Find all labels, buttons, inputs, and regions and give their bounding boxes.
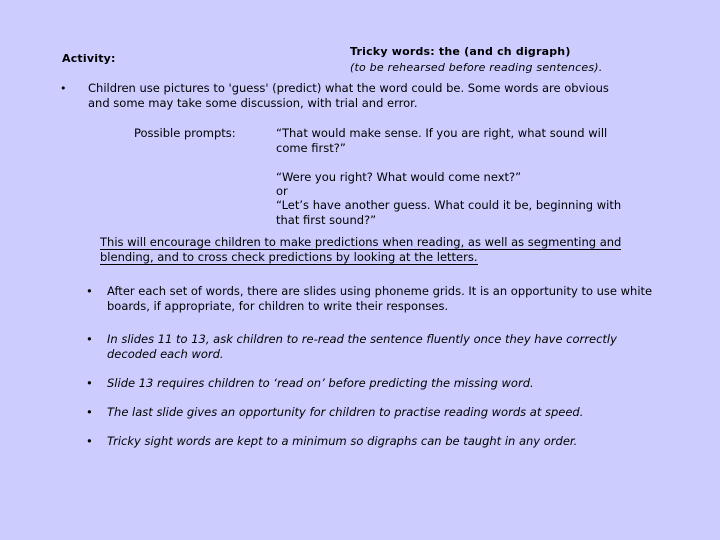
title-line-2: (to be rehearsed before reading sentences). <box>350 61 603 74</box>
prediction-note-text: This will encourage children to make predictions when reading, as well as segmenting and blending, and to cross check predictions by looking at the letters. <box>100 235 622 264</box>
bullet-dot: • <box>86 434 93 448</box>
list-item-text: In slides 11 to 13, ask children to re-read the sentence fluently once they have correctly decoded each word. <box>107 332 617 361</box>
bullet-dot: • <box>86 376 93 390</box>
intro-bullet: • <box>60 82 67 95</box>
prompts-label: Possible prompts: <box>134 126 236 140</box>
list-item-text: Slide 13 requires children to ‘read on’ before predicting the missing word. <box>107 376 534 390</box>
prompt-or: or <box>276 184 288 198</box>
bullet-dot: • <box>86 284 93 298</box>
list-item-text: Tricky sight words are kept to a minimum so digraphs can be taught in any order. <box>107 434 578 448</box>
bullet-dot: • <box>86 332 93 346</box>
intro-text: Children use pictures to 'guess' (predict) what the word could be. Some words are obvious and some may take some discussion, with trial and error. <box>88 81 609 110</box>
list-item-text: After each set of words, there are slides using phoneme grids. It is an opportunity to use white boards, if appropriate, for children to write their responses. <box>107 284 653 313</box>
prompt-3: “Let’s have another guess. What could it be, beginning with that first sound?” <box>276 198 622 227</box>
list-item-text: The last slide gives an opportunity for children to practise reading words at speed. <box>107 405 584 419</box>
prompt-2: “Were you right? What would come next?” <box>276 170 522 184</box>
title-block <box>350 44 602 76</box>
prediction-note <box>100 235 655 265</box>
title-line-1: Tricky words: the (and ch digraph) <box>350 45 571 58</box>
activity-heading: Activity: <box>62 52 116 65</box>
bullet-dot: • <box>86 405 93 419</box>
prompt-1: “That would make sense. If you are right, what sound will come first?” <box>276 126 608 155</box>
